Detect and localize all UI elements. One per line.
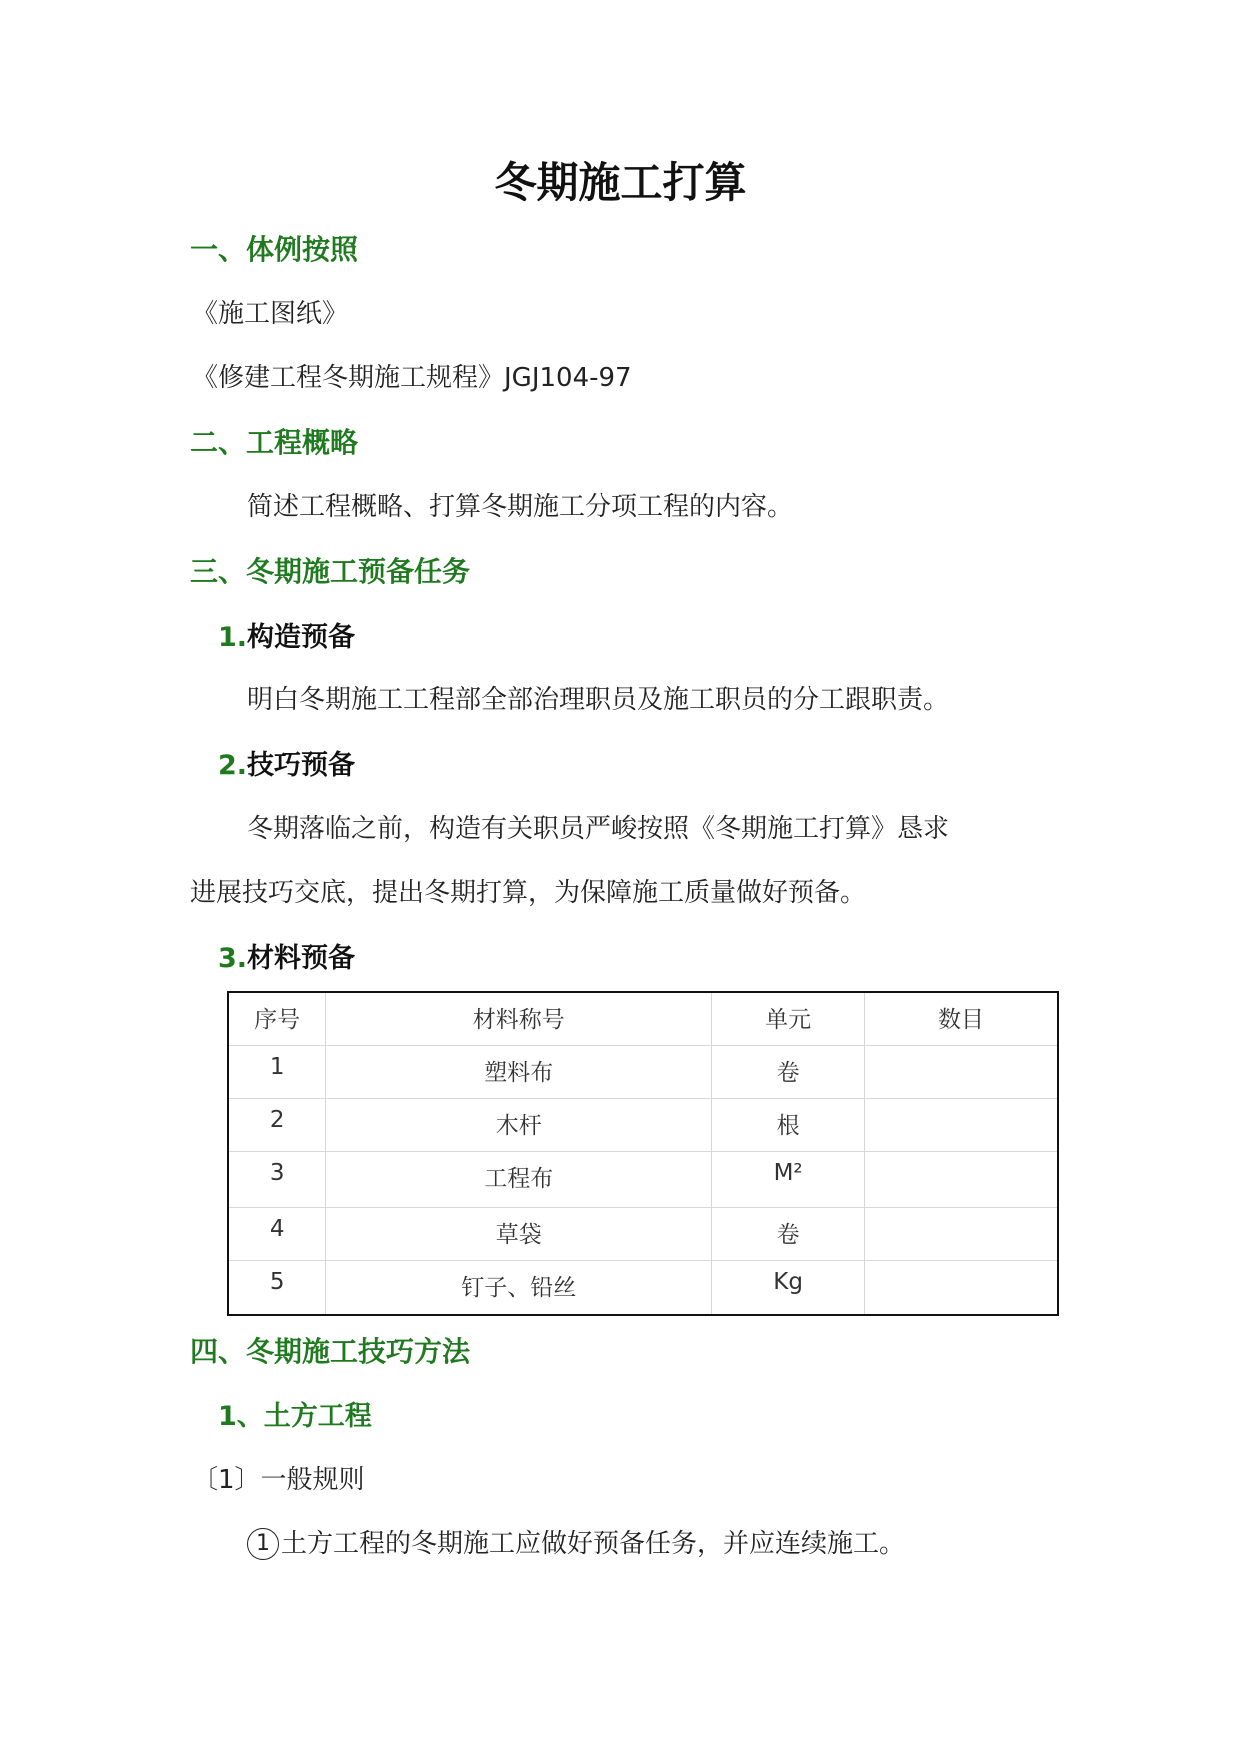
table-row xyxy=(228,1207,1058,1260)
table-cell: 钉子、铅丝 xyxy=(326,1260,712,1315)
subheading-number: 1. xyxy=(218,622,248,653)
subheading-organization xyxy=(218,615,355,654)
table-cell: 3 xyxy=(228,1151,326,1207)
table-cell xyxy=(864,1207,1058,1260)
general-rules-item: 〔1〕一般规则 xyxy=(192,1465,365,1495)
table-cell: 根 xyxy=(712,1098,865,1151)
rule-item-text: 土方工程的冬期施工应做好预备任务，并应连续施工。 xyxy=(281,1529,906,1559)
subheading-materials xyxy=(218,936,355,975)
table-cell: 5 xyxy=(228,1260,326,1315)
subheading-label: 技巧预备 xyxy=(247,750,356,781)
overview-text: 简述工程概略、打算冬期施工分项工程的内容。 xyxy=(247,492,794,522)
table-cell: 塑料布 xyxy=(326,1045,712,1098)
table-row xyxy=(228,1098,1058,1151)
table-cell: 2 xyxy=(228,1098,326,1151)
subheading-earthwork xyxy=(218,1394,372,1433)
materials-table xyxy=(227,991,1059,1316)
section-heading-4: 四、冬期施工技巧方法 xyxy=(190,1335,471,1368)
rule-item-1 xyxy=(247,1523,905,1560)
subheading-label: 材料预备 xyxy=(247,943,356,974)
table-cell xyxy=(864,1151,1058,1207)
header-cell-index: 序号 xyxy=(228,992,326,1045)
table-cell: Kg xyxy=(712,1260,865,1315)
section-heading-3: 三、冬期施工预备任务 xyxy=(190,555,471,588)
table-row xyxy=(228,1151,1058,1207)
table-cell: 卷 xyxy=(712,1045,865,1098)
subheading-technical xyxy=(218,743,355,782)
table-cell: 木杆 xyxy=(326,1098,712,1151)
reference-drawings: 《施工图纸》 xyxy=(192,299,349,329)
table-cell: 4 xyxy=(228,1207,326,1260)
reference-code: 《修建工程冬期施工规程》JGJ104-97 xyxy=(192,363,632,393)
subheading-number: 1 xyxy=(218,1401,237,1432)
subheading-label: 构造预备 xyxy=(247,622,356,653)
header-cell-material: 材料称号 xyxy=(326,992,712,1045)
organization-text: 明白冬期施工工程部全部治理职员及施工职员的分工跟职责。 xyxy=(247,685,950,715)
table-cell: 1 xyxy=(228,1045,326,1098)
table-cell: 卷 xyxy=(712,1207,865,1260)
table-header-row xyxy=(228,992,1058,1045)
document-title: 冬期施工打算 xyxy=(494,158,747,207)
table-cell xyxy=(864,1045,1058,1098)
technical-text-line1: 冬期落临之前，构造有关职员严峻按照《冬期施工打算》恳求 xyxy=(247,814,950,844)
technical-text-line2: 进展技巧交底，提出冬期打算，为保障施工质量做好预备。 xyxy=(190,878,867,908)
header-cell-unit: 单元 xyxy=(712,992,865,1045)
table-row xyxy=(228,1045,1058,1098)
table-cell xyxy=(864,1260,1058,1315)
table-row xyxy=(228,1260,1058,1315)
circled-number-marker: 1 xyxy=(247,1528,279,1560)
table-cell: 草袋 xyxy=(326,1207,712,1260)
subheading-number: 2. xyxy=(218,750,248,781)
subheading-label: 、土方工程 xyxy=(236,1401,372,1432)
section-heading-2: 二、工程概略 xyxy=(190,426,359,459)
header-cell-quantity: 数目 xyxy=(864,992,1058,1045)
table-cell xyxy=(864,1098,1058,1151)
table-cell: 工程布 xyxy=(326,1151,712,1207)
table-cell: M² xyxy=(712,1151,865,1207)
subheading-number: 3. xyxy=(218,943,248,974)
section-heading-1: 一、体例按照 xyxy=(190,233,359,266)
